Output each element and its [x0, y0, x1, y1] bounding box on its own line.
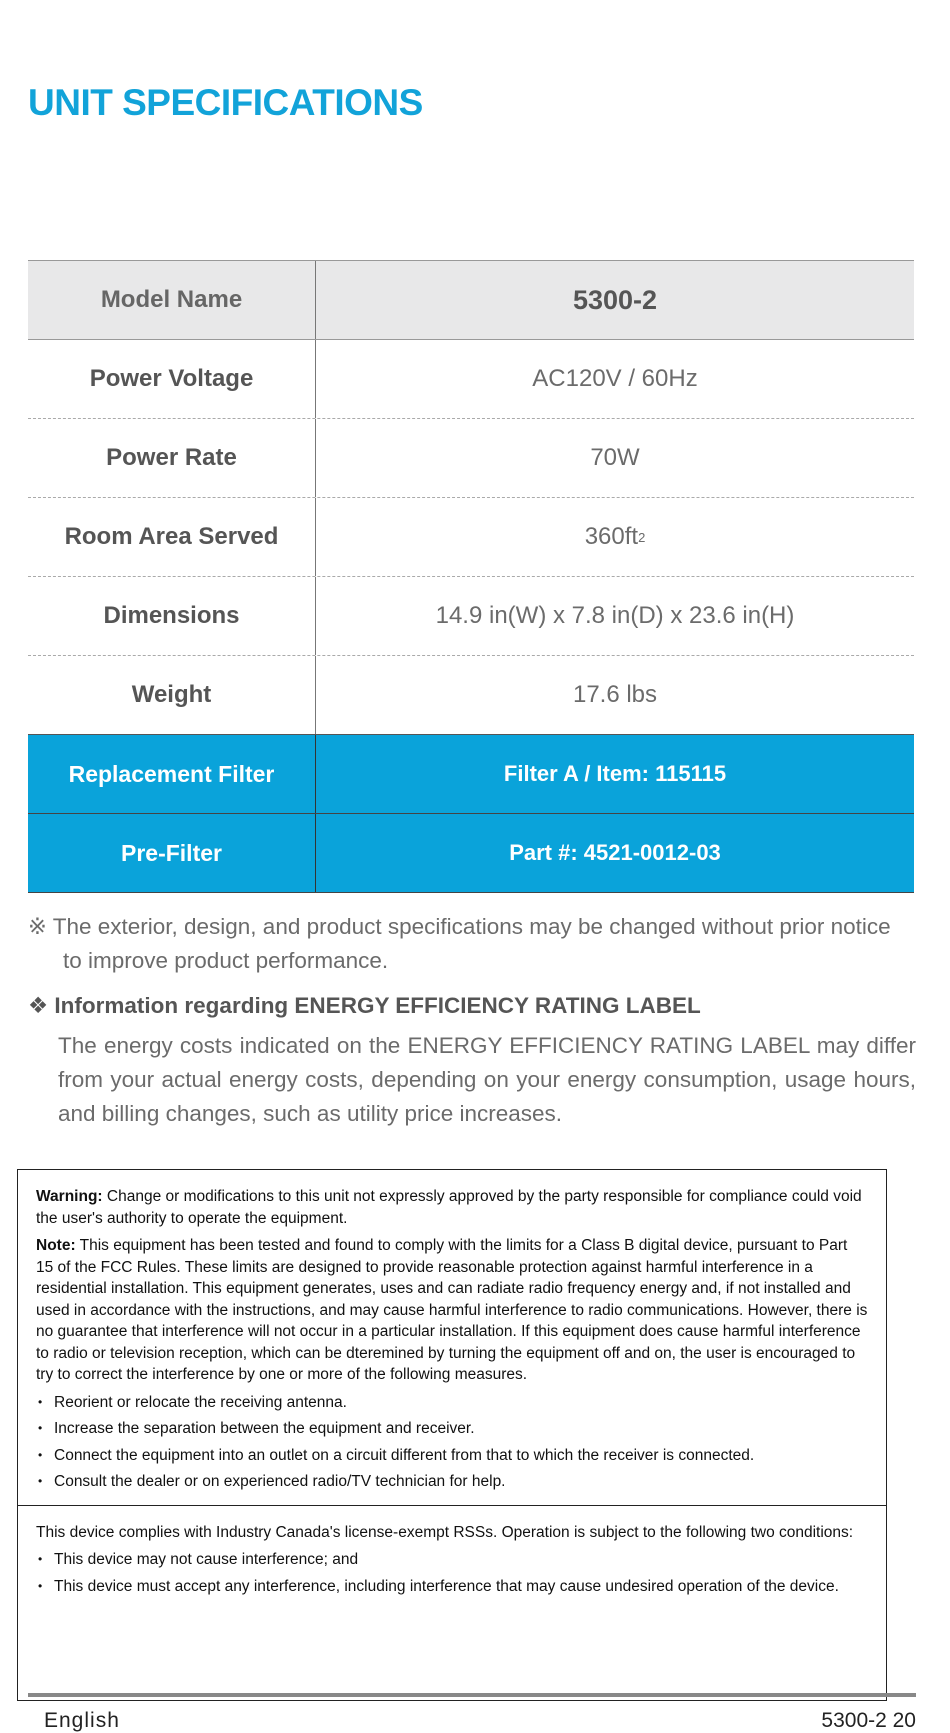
- spec-header-row: [28, 261, 914, 340]
- page-title: UNIT SPECIFICATIONS: [28, 82, 423, 123]
- spec-label: Dimensions: [28, 577, 316, 655]
- spec-value: [316, 498, 914, 576]
- spec-row: [28, 498, 914, 577]
- footer-language: English: [44, 1709, 120, 1732]
- spec-row: [28, 656, 914, 735]
- list-item: • Reorient or relocate the receiving antenna.: [36, 1392, 868, 1414]
- superscript: 2: [638, 529, 646, 545]
- list-item: • Consult the dealer or on experienced radio/TV technician for help.: [36, 1471, 868, 1493]
- warning-paragraph: [36, 1186, 868, 1229]
- spec-highlight-row: [28, 735, 914, 814]
- spec-value: 70W: [590, 444, 640, 471]
- spec-highlight-row: [28, 814, 914, 893]
- spec-label: Replacement Filter: [28, 735, 316, 813]
- spec-value: Filter A / Item: 115115: [503, 761, 727, 786]
- spec-label: Power Voltage: [28, 340, 316, 418]
- spec-value: 14.9 in(W) x 7.8 in(D) x 23.6 in(H): [435, 602, 795, 629]
- room-area-value: 360ft: [584, 523, 639, 550]
- list-item: • Connect the equipment into an outlet on a circuit different from that to which the receiver is connected.: [36, 1445, 868, 1467]
- list-item: • Increase the separation between the equipment and receiver.: [36, 1418, 868, 1440]
- warning-text: Change or modifications to this unit not expressly approved by the party responsible for compliance could void the user's authority to operate the equipment.: [36, 1188, 862, 1227]
- fcc-section: [18, 1170, 886, 1493]
- spec-label: Pre-Filter: [28, 814, 316, 892]
- fcc-compliance-box: [17, 1169, 887, 1701]
- spec-change-notice: [28, 910, 918, 978]
- canada-paragraph: This device complies with Industry Canada's license-exempt RSSs. Operation is subject to the following two conditions:: [36, 1523, 854, 1541]
- canada-section: [18, 1506, 886, 1598]
- spec-label: Model Name: [28, 261, 316, 339]
- notice-line: ※ The exterior, design, and product specifications may be changed without prior notice: [28, 914, 891, 939]
- list-item: • This device must accept any interference, including interference that may cause undesired operation of the device.: [36, 1576, 868, 1598]
- notice-line: to improve product performance.: [63, 948, 389, 973]
- note-text: This equipment has been tested and found to comply with the limits for a Class B digital device, pursuant to Part 15 of the FCC Rules. These limits are designed to provide reasonable protection against harmful interference in a residential installation. This equipment generates, uses and can radiate radio frequency energy and, if not installed and used in accordance with the instructions, and may cause harmful interference to radio communications. However, there is no guarantee that interference will not occur in a particular installation. If this equipment does cause harmful interference to radio or television reception, which can be dteremined by turning the equipment off and on, the user is encouraged to try to correct the interference by one or more of the following measures.: [36, 1237, 868, 1383]
- measures-list: [36, 1392, 868, 1493]
- spec-row: [28, 340, 914, 419]
- list-item: • This device may not cause interference; and: [36, 1549, 868, 1571]
- energy-label-heading: ❖ Information regarding ENERGY EFFICIENCY RATING LABEL: [28, 993, 701, 1018]
- conditions-list: [36, 1549, 868, 1597]
- note-label: Note:: [36, 1237, 76, 1254]
- spec-label: Power Rate: [28, 419, 316, 497]
- footer-page-number: 5300-2 20: [821, 1709, 916, 1732]
- spec-value: 17.6 lbs: [572, 681, 658, 708]
- spec-value: AC120V / 60Hz: [532, 365, 698, 392]
- spec-value: 5300-2: [572, 284, 658, 315]
- spec-row: [28, 419, 914, 498]
- spec-label: Weight: [28, 656, 316, 734]
- footer-rule: [28, 1693, 916, 1697]
- spec-value: Part #: 4521-0012-03: [509, 840, 721, 865]
- energy-label-body: The energy costs indicated on the ENERGY EFFICIENCY RATING LABEL may differ from your actual energy costs, depending on your energy consumption, usage hours, and billing changes, such as utility price increases.: [58, 1033, 916, 1126]
- spec-table: [28, 260, 914, 893]
- warning-label: Warning:: [36, 1188, 103, 1205]
- spec-row: [28, 577, 914, 656]
- spec-label: Room Area Served: [28, 498, 316, 576]
- note-paragraph: [36, 1235, 868, 1386]
